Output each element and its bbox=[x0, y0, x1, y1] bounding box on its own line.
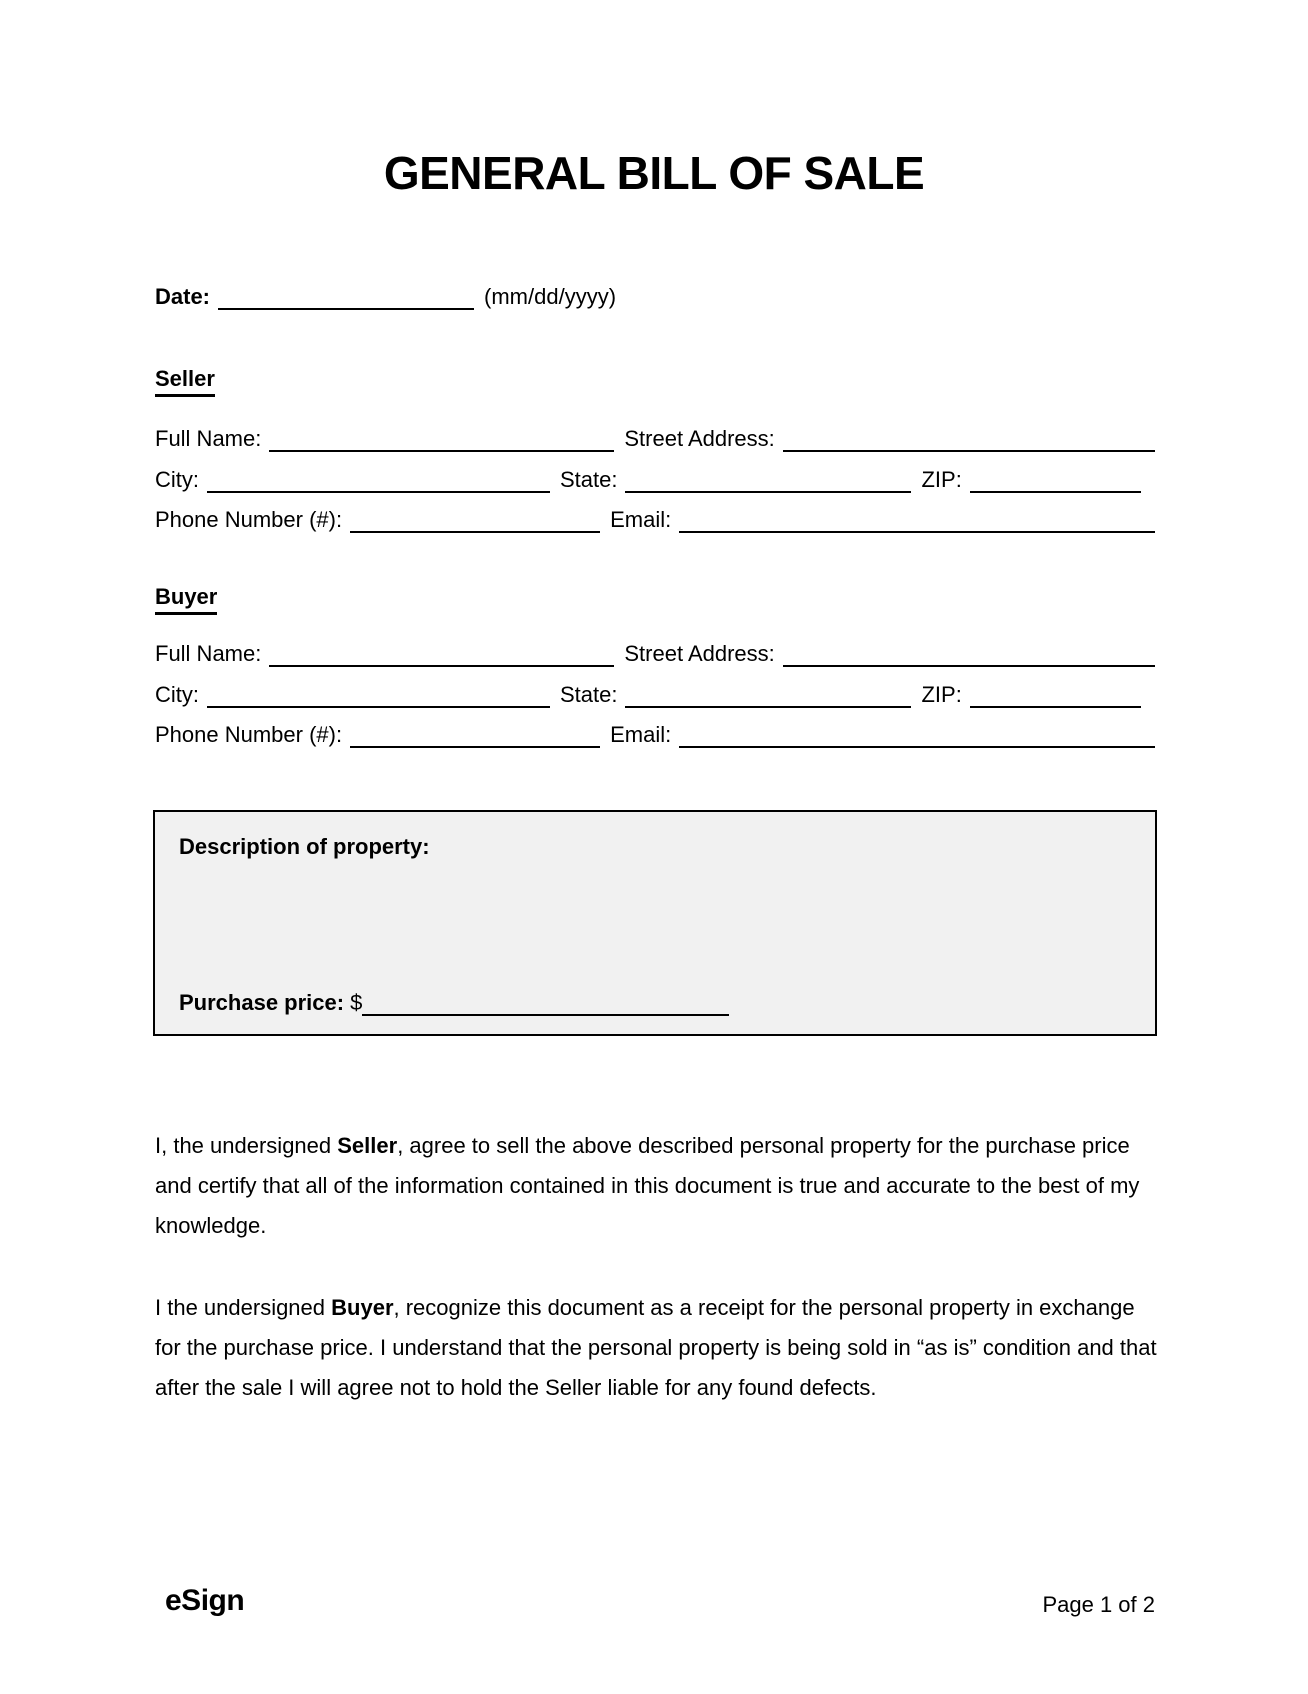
buyer-street-address-label: Street Address: bbox=[624, 641, 775, 666]
page-number: Page 1 of 2 bbox=[1042, 1592, 1155, 1617]
buyer-city-state-zip-row bbox=[155, 678, 1155, 708]
purchase-price-row bbox=[179, 986, 729, 1016]
seller-name-address-row bbox=[155, 422, 1155, 452]
seller-email-input[interactable] bbox=[679, 527, 1155, 533]
seller-full-name-label: Full Name: bbox=[155, 426, 262, 451]
seller-paragraph-bold: Seller bbox=[337, 1133, 398, 1158]
buyer-state-label: State: bbox=[560, 682, 618, 707]
property-description-box bbox=[153, 810, 1157, 1036]
esign-logo: eSign bbox=[165, 1584, 245, 1617]
buyer-phone-email-row bbox=[155, 718, 1155, 748]
buyer-city-label: City: bbox=[155, 682, 199, 707]
date-format-hint: (mm/dd/yyyy) bbox=[484, 284, 617, 309]
seller-phone-email-row bbox=[155, 503, 1155, 533]
currency-symbol: $ bbox=[350, 990, 363, 1015]
date-label: Date: bbox=[155, 284, 211, 309]
seller-city-label: City: bbox=[155, 467, 199, 492]
buyer-street-address-input[interactable] bbox=[783, 661, 1155, 667]
buyer-email-label: Email: bbox=[610, 722, 672, 747]
seller-city-input[interactable] bbox=[207, 487, 550, 493]
buyer-city-input[interactable] bbox=[207, 702, 550, 708]
property-description-label: Description of property: bbox=[179, 834, 430, 859]
buyer-zip-label: ZIP: bbox=[921, 682, 962, 707]
buyer-phone-input[interactable] bbox=[350, 742, 600, 748]
buyer-state-input[interactable] bbox=[625, 702, 911, 708]
seller-state-label: State: bbox=[560, 467, 618, 492]
purchase-price-label: Purchase price: bbox=[179, 990, 345, 1015]
seller-agreement-paragraph bbox=[155, 1126, 1163, 1246]
seller-street-address-input[interactable] bbox=[783, 446, 1155, 452]
page-title: GENERAL BILL OF SALE bbox=[383, 147, 925, 199]
date-row bbox=[155, 280, 1155, 310]
buyer-agreement-paragraph bbox=[155, 1288, 1163, 1408]
seller-paragraph-prefix: I, the undersigned bbox=[155, 1133, 338, 1158]
buyer-zip-input[interactable] bbox=[970, 702, 1141, 708]
buyer-name-address-row bbox=[155, 637, 1155, 667]
seller-street-address-label: Street Address: bbox=[624, 426, 775, 451]
seller-full-name-input[interactable] bbox=[269, 446, 614, 452]
seller-phone-input[interactable] bbox=[350, 527, 600, 533]
buyer-phone-label: Phone Number (#): bbox=[155, 722, 343, 747]
property-description-input[interactable] bbox=[179, 872, 1135, 964]
buyer-paragraph-prefix: I the undersigned bbox=[155, 1295, 332, 1320]
seller-paragraph-suffix: , agree to sell the above described personal property for the purchase price and certify that all of the information contained in this document is true and accurate to the best of my knowledge. bbox=[155, 1133, 1140, 1238]
seller-city-state-zip-row bbox=[155, 463, 1155, 493]
seller-zip-label: ZIP: bbox=[921, 467, 962, 492]
buyer-paragraph-suffix: , recognize this document as a receipt for the personal property in exchange for the purchase price. I understand that the personal property is being sold in “as is” condition and that after the sale I will agree not to hold the Seller liable for any found defects. bbox=[155, 1295, 1157, 1400]
buyer-email-input[interactable] bbox=[679, 742, 1155, 748]
seller-zip-input[interactable] bbox=[970, 487, 1141, 493]
buyer-section-heading: Buyer bbox=[155, 584, 217, 615]
buyer-full-name-label: Full Name: bbox=[155, 641, 262, 666]
seller-phone-label: Phone Number (#): bbox=[155, 507, 343, 532]
buyer-full-name-input[interactable] bbox=[269, 661, 614, 667]
seller-state-input[interactable] bbox=[625, 487, 911, 493]
seller-section-heading: Seller bbox=[155, 366, 215, 397]
date-input[interactable] bbox=[218, 304, 474, 310]
seller-email-label: Email: bbox=[610, 507, 672, 532]
purchase-price-input[interactable] bbox=[362, 1010, 729, 1016]
buyer-paragraph-bold: Buyer bbox=[331, 1295, 394, 1320]
